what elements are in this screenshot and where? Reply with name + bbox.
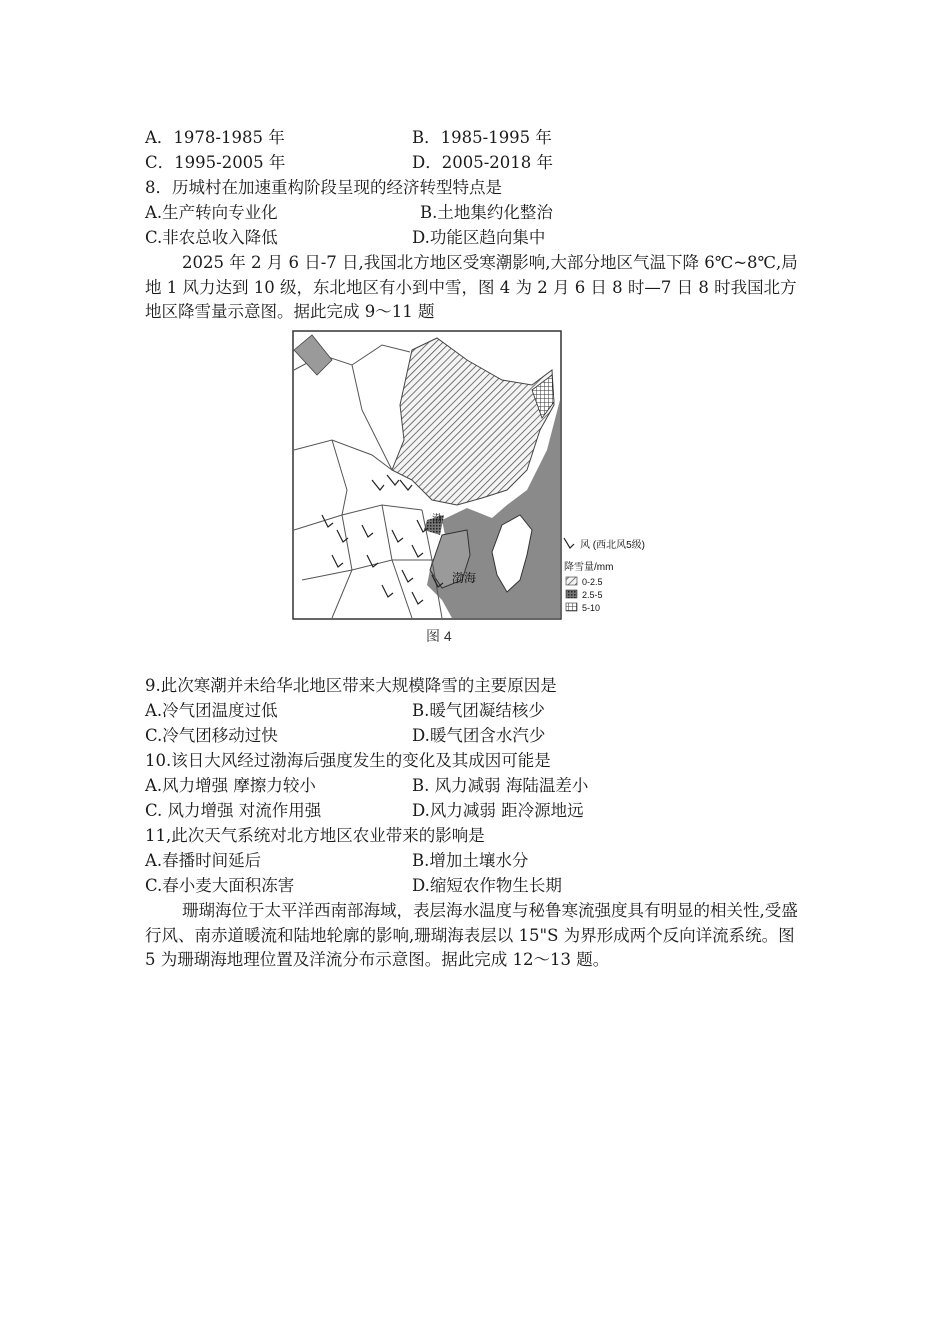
- q8-option-b: B.土地集约化整治: [420, 203, 553, 222]
- q7-option-c: C．1995-2005 年: [145, 153, 286, 172]
- q10-option-b: B. 风力减弱 海陆温差小: [412, 776, 589, 795]
- bohai-small-label: 渤: [432, 514, 442, 525]
- legend-wind-icon: [564, 538, 574, 548]
- snowfall-map-svg: [292, 330, 692, 630]
- q8-option-a: A.生产转向专业化: [145, 203, 278, 222]
- q11-stem: 11,此次天气系统对北方地区农业带来的影响是: [145, 826, 485, 845]
- passage-coral-sea: 珊瑚海位于太平洋西南部海域，表层海水温度与秘鲁寒流强度具有明显的相关性,受盛行风、南赤道暖流和陆地轮廓的影响,珊瑚海表层以 15"S 为界形成两个反向详流系统。图 5 为珊瑚海地理位置及洋流分布示意图。据此完成 12～13 题。: [145, 901, 798, 969]
- bohai-label: 渤海: [452, 571, 477, 585]
- legend-wind-label: 风 (西北风5级): [580, 540, 645, 551]
- q9-option-d: D.暖气团含水汽少: [412, 726, 546, 745]
- q9-stem: 9.此次寒潮并未给华北地区带来大规模降雪的主要原因是: [145, 676, 557, 695]
- map-legend: [564, 538, 645, 613]
- legend-label-0-2.5: 0-2.5: [582, 577, 603, 587]
- q10-option-a: A.风力增强 摩擦力较小: [145, 776, 316, 795]
- q9-option-b: B.暖气团凝结核少: [412, 701, 545, 720]
- legend-label-2.5-5: 2.5-5: [582, 590, 603, 600]
- q10-stem: 10.该日大风经过渤海后强度发生的变化及其成因可能是: [145, 751, 551, 770]
- q7-option-d: D．2005-2018 年: [412, 153, 554, 172]
- q11-option-a: A.春播时间延后: [145, 851, 262, 870]
- legend-label-5-10: 5-10: [582, 603, 601, 613]
- q8-option-d: D.功能区趋向集中: [412, 228, 546, 247]
- q9-option-a: A.冷气团温度过低: [145, 701, 278, 720]
- q11-option-d: D.缩短农作物生长期: [412, 876, 562, 895]
- q7-option-a: A．1978-1985 年: [145, 128, 285, 147]
- legend-swatch-2.5-5: [566, 590, 577, 598]
- figure-4-map: [292, 330, 692, 650]
- q10-option-d: D.风力减弱 距冷源地远: [412, 801, 584, 820]
- q11-option-b: B.增加土壤水分: [412, 851, 529, 870]
- q8-option-c: C.非农总收入降低: [145, 228, 278, 247]
- q11-option-c: C.春小麦大面积冻害: [145, 876, 295, 895]
- legend-title: 降雪量/mm: [564, 562, 614, 573]
- passage-cold-wave: 2025 年 2 月 6 日-7 日,我国北方地区受寒潮影响,大部分地区气温下降 6℃~8℃,局地 1 风力达到 10 级，东北地区有小到中雪，图 4 为 2 月 6 日 8 时—7 日 8 时我国北方地区降雪量示意图。据此完成 9～11 题: [145, 253, 798, 321]
- legend-swatch-5-10: [566, 603, 577, 611]
- q8-stem: 8．历城村在加速重构阶段呈现的经济转型特点是: [145, 178, 502, 197]
- legend-swatch-0-2.5: [566, 577, 577, 585]
- q9-option-c: C.冷气团移动过快: [145, 726, 278, 745]
- q10-option-c: C. 风力增强 对流作用强: [145, 801, 322, 820]
- figure-4-caption: 图 4: [426, 628, 452, 644]
- q7-option-b: B．1985-1995 年: [412, 128, 552, 147]
